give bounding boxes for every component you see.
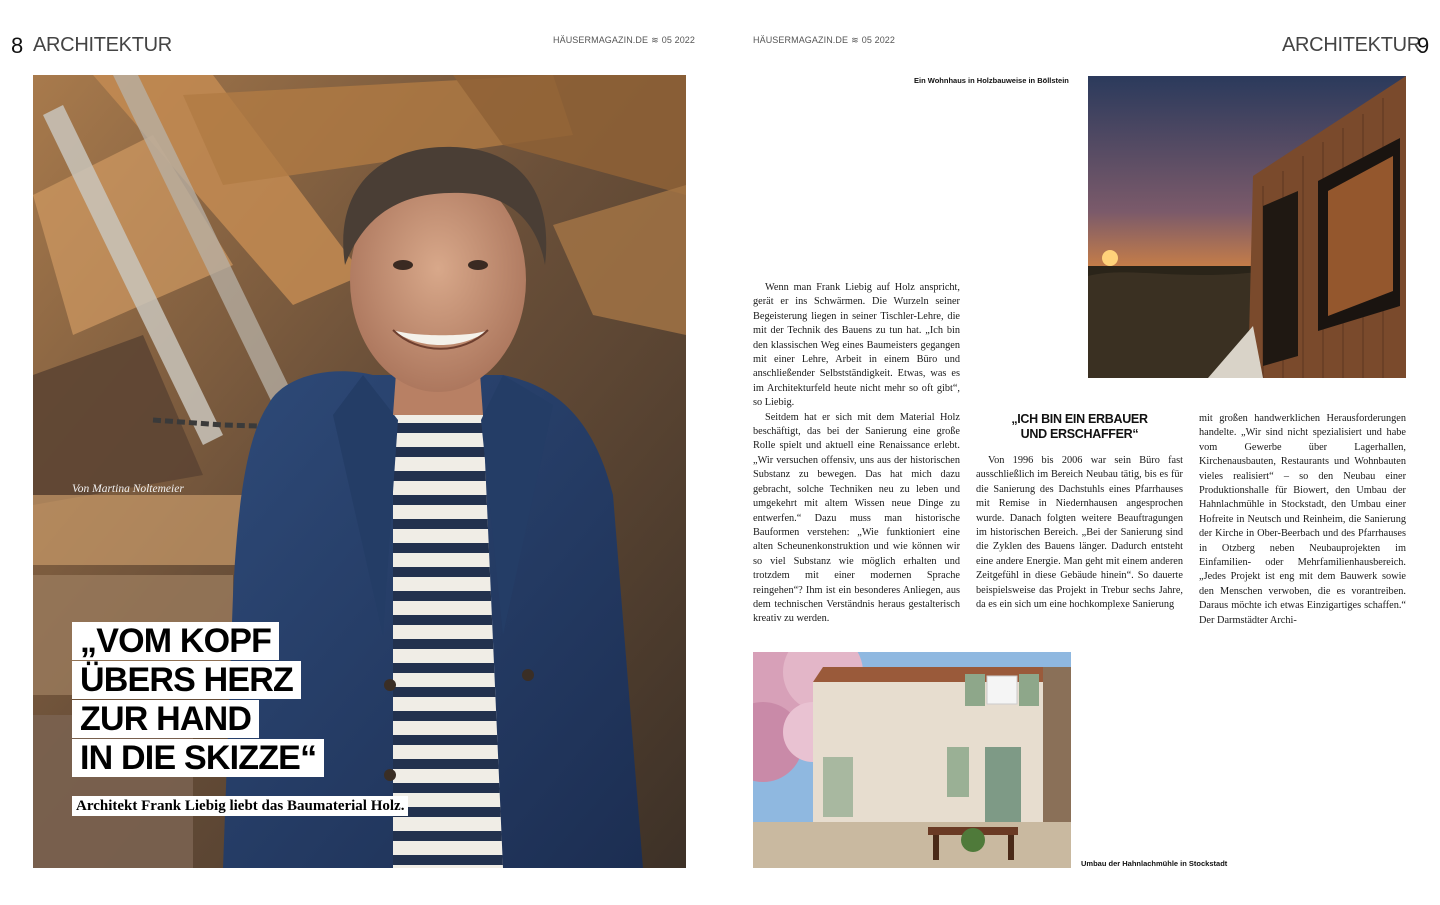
article-column-3 bbox=[1199, 412, 1406, 628]
issue-date: 05 2022 bbox=[861, 35, 896, 45]
issue-date: 05 2022 bbox=[661, 35, 696, 45]
left-section-title: ARCHITEKTUR bbox=[33, 34, 172, 56]
headline-line-2: ÜBERS HERZ bbox=[72, 661, 301, 699]
paragraph: Von 1996 bis 2006 war sein Büro fast ausschließlich im Bereich Neubau tätig, bis es für die Sanierung des Dachstuhls eines Pfarrhauses mit Remise in Niedernhausen angesprochen wurde. Danach folgten weitere Beauftragungen im historischen Bereich. „Bei der Sanierung sind die Zyklen des Bauens länger. Dadurch entsteht eine andere Energie. Man geht mit einem anderen Zeitgefühl in diese Gebäude hinein“. So dauerte beispielsweise das Projekt in Trebur sechs Jahre, da es ein sich um eine hochkomplexe Sanierung bbox=[976, 455, 1183, 611]
left-running-head bbox=[553, 35, 695, 46]
right-running-head bbox=[753, 35, 895, 46]
bottom-photo-caption: Umbau der Hahnlachmühle in Stockstadt bbox=[1081, 859, 1228, 868]
swoosh-logo-icon: ≋ bbox=[651, 35, 659, 45]
headline-line-3: ZUR HAND bbox=[72, 700, 259, 738]
byline: Von Martina Noltemeier bbox=[72, 483, 184, 495]
sunset-house-photo bbox=[1088, 76, 1406, 378]
headline-line-4: IN DIE SKIZZE“ bbox=[72, 739, 324, 777]
pullquote-line-1: „ICH BIN EIN ERBAUER bbox=[1011, 412, 1148, 426]
pullquote-line-2: UND ERSCHAFFER“ bbox=[1020, 427, 1139, 441]
paragraph: Wenn man Frank Liebig auf Holz anspricht, gerät er ins Schwärmen. Die Wurzeln seiner Begeisterung liegen in seiner Tischler-Lehre, die mit der Technik des Bauens zu tun hat. „Ich bin den klassischen Weg eines Baumeisters gegangen mit einer Lehre, Arbeit in einem Büro und anschließender Selbstständigkeit. Etwas, was es im Architekturfeld heute nicht mehr so oft gibt“, so Liebig. bbox=[753, 282, 960, 409]
pullquote bbox=[976, 412, 1183, 442]
right-section-title: ARCHITEKTUR bbox=[1282, 34, 1421, 56]
site-name: HÄUSERMAGAZIN.DE bbox=[753, 35, 849, 45]
left-page-number: 8 bbox=[11, 33, 24, 58]
site-name: HÄUSERMAGAZIN.DE bbox=[553, 35, 649, 45]
subheadline: Architekt Frank Liebig liebt das Baumaterial Holz. bbox=[72, 796, 408, 816]
headline-line-1: „VOM KOPF bbox=[72, 622, 279, 660]
hahnlachmuehle-photo bbox=[753, 652, 1071, 868]
article-column-2 bbox=[976, 454, 1183, 612]
article-column-1 bbox=[753, 281, 960, 627]
top-photo-caption: Ein Wohnhaus in Holzbauweise in Böllstein bbox=[914, 76, 1069, 85]
paragraph: mit großen handwerklichen Herausforderungen handelte. „Wir sind nicht spezialisiert und habe vom Gewerbe über Lagerhallen, Kirchenausbauten, Restaurants und Wohnbauten vieles realisiert“ – so den Neubau einer Produktionshalle für Biowert, den Umbau der Hahnlachmühle in Stockstadt, den Umbau einer Hofreite in Neutsch und Reinheim, die Sanierung der Kirche in Ober-Beerbach und des Pfarrhauses in Otzberg neben Neubauprojekten im Einfamilien- oder Mehrfamilienhausbereich. „Jedes Projekt ist eng mit dem Bauwerk sowie den Menschen verwoben, die es vorantreiben. Daraus möchte ich etwas Einzigartiges schaffen.“ Der Darmstädter Archi- bbox=[1199, 413, 1406, 626]
swoosh-logo-icon: ≋ bbox=[851, 35, 859, 45]
right-page-number: 9 bbox=[1417, 33, 1430, 58]
paragraph: Seitdem hat er sich mit dem Material Holz beschäftigt, das bei der Sanierung eine große Rolle spielt und aktuell eine Renaissance erlebt. „Wir versuchen offensiv, uns aus der historischen Substanz zu bewegen. Das hat mich dazu gebracht, solche Techniken neu zu leben und umgekehrt mit altem Wissen neue Dinge zu entwerfen.“ Dazu muss man historische Bauformen verstehen: „Wie funktioniert eine alten Scheunenkonstruktion und wie können wir so viel Substanz wie möglich erhalten und trotzdem mit einer modernen Sprache reingehen“? Ihm ist ein besonderes Anliegen, aus dem technischen Verständnis heraus gestalterisch kreativ zu werden. bbox=[753, 411, 960, 625]
